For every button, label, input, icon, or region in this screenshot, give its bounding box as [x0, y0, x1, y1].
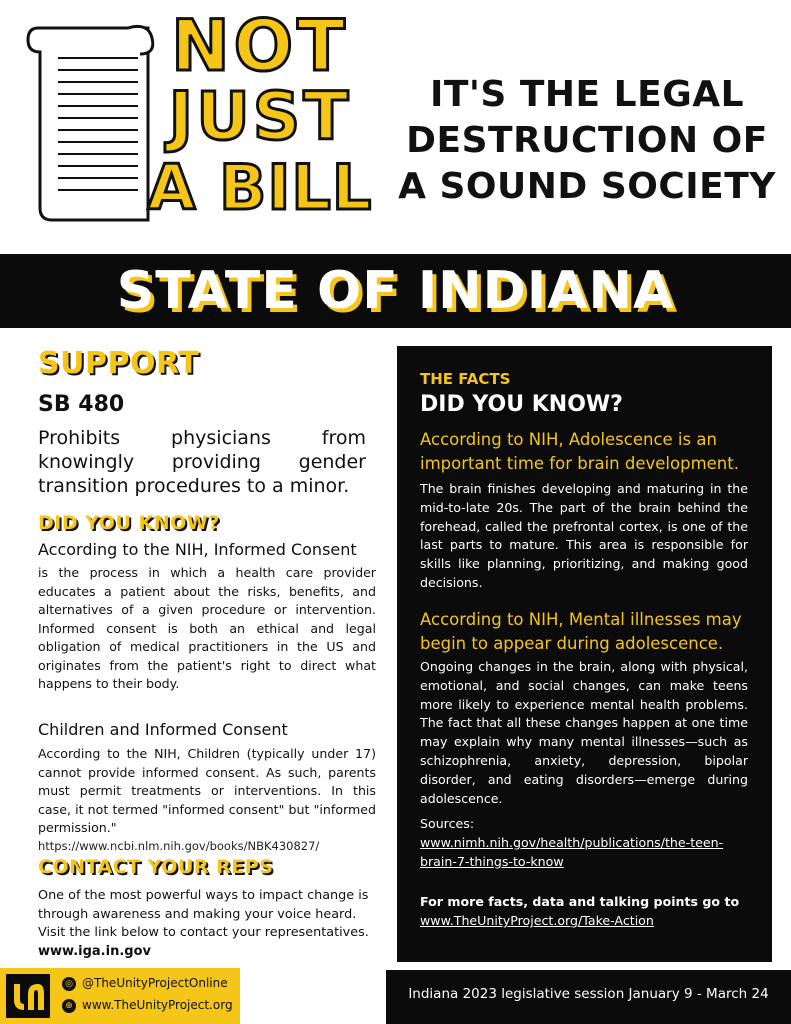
sources-block: [420, 814, 750, 871]
instagram-handle-text: @TheUnityProjectOnline: [82, 976, 228, 990]
iga-link[interactable]: www.iga.in.gov: [38, 944, 151, 959]
children-consent-body: According to the NIH, Children (typically under 17) cannot provide informed consent. As such, parents must permit treatments or interventions. In this case, it not termed "informed consent" but "informed permission.": [38, 746, 376, 835]
bill-number: SB 480: [38, 392, 125, 417]
informed-consent-heading: According to the NIH, Informed Consent: [38, 540, 357, 559]
facts-label: THE FACTS: [420, 370, 511, 388]
instagram-handle[interactable]: [62, 976, 228, 991]
take-action-link[interactable]: www.TheUnityProject.org/Take-Action: [420, 913, 654, 928]
instagram-icon: ◎: [62, 977, 76, 991]
ncbi-source-link[interactable]: https://www.ncbi.nlm.nih.gov/books/NBK430827/: [38, 839, 320, 853]
support-heading: SUPPORT: [38, 346, 200, 381]
fact-1-body: The brain finishes developing and maturing in the mid-to-late 20s. The part of the brain behind the forehead, called the prefrontal cortex, is one of the last parts to mature. This area is responsible for skills like planning, prioritizing, and making good decisions.: [420, 481, 748, 590]
facts-heading: DID YOU KNOW?: [420, 392, 623, 417]
headline: IT'S THE LEGAL DESTRUCTION OF A SOUND SOCIETY: [398, 74, 776, 207]
website-link-text: www.TheUnityProject.org: [82, 998, 233, 1012]
logo-line-3: A BILL: [147, 151, 373, 224]
globe-icon: ⊕: [62, 999, 76, 1013]
not-just-a-bill-logo: [18, 5, 378, 238]
nimh-source-link[interactable]: www.nimh.nih.gov/health/publications/the-teen-brain-7-things-to-know: [420, 835, 724, 869]
informed-consent-body: is the process in which a health care provider educates a patient about the risks, benefits, and alternatives of a given procedure or intervention. Informed consent is both an ethical and legal obligation of medical practitioners in the US and originates from the patient's right to direct what happens to their body.: [38, 565, 376, 691]
fact-2-body: Ongoing changes in the brain, along with physical, emotional, and social changes, can make teens more likely to experience mental health problems. The fact that all these changes happen at one time may explain why many mental illnesses—such as schizophrenia, anxiety, depression, bipolar disorder, and eating disorders—emerge during adolescence.: [420, 659, 748, 806]
fact-2-heading: According to NIH, Mental illnesses may begin to appear during adolescence.: [420, 610, 742, 653]
bill-summary: Prohibits physicians from knowingly providing gender transition procedures to a minor.: [38, 427, 366, 497]
sources-label: Sources:: [420, 816, 475, 831]
session-dates: Indiana 2023 legislative session January 9 - March 24: [408, 986, 769, 1002]
state-title: STATE OF INDIANA: [116, 261, 675, 321]
did-you-know-heading: DID YOU KNOW?: [38, 512, 220, 534]
logo-line-2: JUST: [168, 78, 352, 155]
more-facts-text: For more facts, data and talking points go to: [420, 894, 740, 909]
children-consent-heading: Children and Informed Consent: [38, 720, 288, 739]
fact-1-heading: According to NIH, Adolescence is an important time for brain development.: [420, 430, 739, 473]
logo-line-1: NOT: [171, 5, 349, 87]
logo-wordmark: [140, 5, 380, 224]
contact-reps-body: One of the most powerful ways to impact change is through awareness and making your voice heard. Visit the link below to contact your representatives.: [38, 888, 369, 940]
website-link[interactable]: [62, 998, 233, 1013]
contact-reps-heading: CONTACT YOUR REPS: [38, 856, 274, 878]
more-facts-block: [420, 892, 750, 930]
unity-project-logo: [6, 974, 50, 1018]
